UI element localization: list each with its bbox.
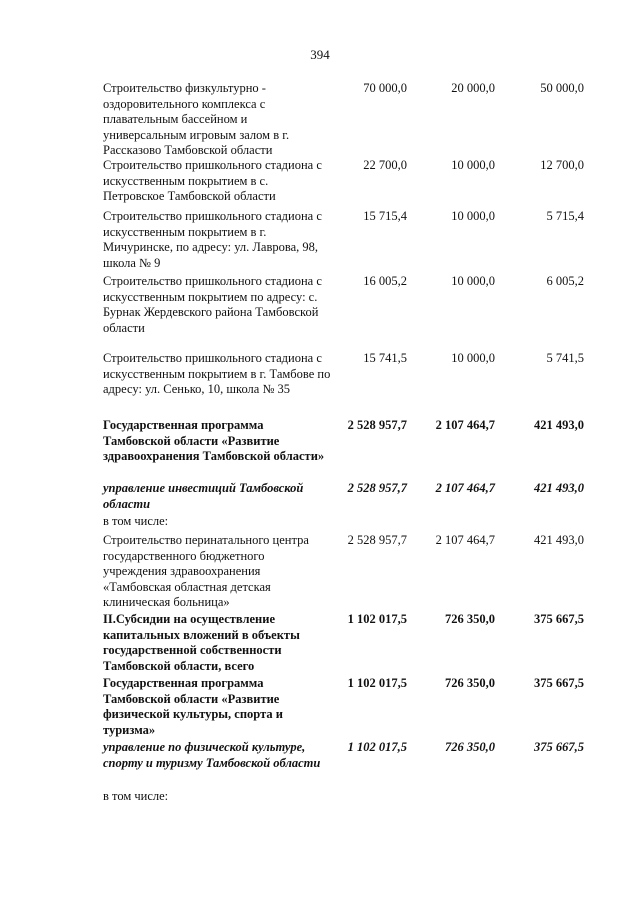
row-federal: 726 350,0 xyxy=(445,740,495,754)
row-federal: 20 000,0 xyxy=(451,81,495,95)
row-name: II.Субсидии на осуществление капитальных вложений в объекты государственной собственности Тамбовской области, всего xyxy=(103,612,300,673)
row-name: Строительство физкультурно - оздоровительного комплекса с плавательным бассейном и универсальным игровым залом в г. Рассказово Тамбовской области xyxy=(103,81,290,157)
row-regional: 5 715,4 xyxy=(546,209,584,223)
row-regional: 375 667,5 xyxy=(534,676,584,690)
row-name: управление по физической культуре, спорту и туризму Тамбовской области xyxy=(103,740,321,770)
row-regional: 421 493,0 xyxy=(534,481,584,495)
row-total: 1 102 017,5 xyxy=(347,740,407,754)
row-total: 22 700,0 xyxy=(363,158,407,172)
row-name: Строительство пришкольного стадиона с искусственным покрытием в г. Мичуринске, по адресу: ул. Лаврова, 98, школа № 9 xyxy=(103,209,322,270)
row-federal: 726 350,0 xyxy=(445,612,495,626)
row-total: 1 102 017,5 xyxy=(347,612,407,626)
row-total: 1 102 017,5 xyxy=(347,676,407,690)
row-total: 15 741,5 xyxy=(363,351,407,365)
row-name: Строительство пришкольного стадиона с искусственным покрытием в с. Петровское Тамбовской области xyxy=(103,158,322,203)
row-regional: 421 493,0 xyxy=(534,533,584,547)
row-total: 16 005,2 xyxy=(363,274,407,288)
row-regional: 375 667,5 xyxy=(534,612,584,626)
row-total: 2 528 957,7 xyxy=(347,481,407,495)
row-federal: 2 107 464,7 xyxy=(435,481,495,495)
row-regional: 421 493,0 xyxy=(534,418,584,432)
row-federal: 10 000,0 xyxy=(451,351,495,365)
row-federal: 10 000,0 xyxy=(451,209,495,223)
row-name: Строительство пришкольного стадиона с искусственным покрытием в г. Тамбове по адресу: ул. Сенько, 10, школа № 35 xyxy=(103,351,331,396)
row-name: Государственная программа Тамбовской области «Развитие здравоохранения Тамбовской области» xyxy=(103,418,325,463)
row-regional: 5 741,5 xyxy=(546,351,584,365)
row-name: в том числе: xyxy=(103,514,169,528)
row-federal: 10 000,0 xyxy=(451,158,495,172)
row-name: Государственная программа Тамбовской области «Развитие физической культуры, спорта и туризма» xyxy=(103,676,283,737)
row-name: Строительство перинатального центра государственного бюджетного учреждения здравоохранения «Тамбовская областная детская клиническая больница» xyxy=(103,533,309,609)
row-total: 2 528 957,7 xyxy=(347,533,407,547)
row-total: 2 528 957,7 xyxy=(347,418,407,432)
row-regional: 375 667,5 xyxy=(534,740,584,754)
row-regional: 50 000,0 xyxy=(540,81,584,95)
row-federal: 2 107 464,7 xyxy=(435,418,495,432)
row-name: Строительство пришкольного стадиона с искусственным покрытием по адресу: с. Бурнак Жердевского района Тамбовской области xyxy=(103,274,322,335)
row-regional: 6 005,2 xyxy=(546,274,584,288)
row-federal: 2 107 464,7 xyxy=(435,533,495,547)
row-regional: 12 700,0 xyxy=(540,158,584,172)
row-name: управление инвестиций Тамбовской области xyxy=(103,481,304,511)
row-federal: 10 000,0 xyxy=(451,274,495,288)
row-total: 15 715,4 xyxy=(363,209,407,223)
page-number: 394 xyxy=(310,47,330,62)
row-name: в том числе: xyxy=(103,789,169,803)
row-federal: 726 350,0 xyxy=(445,676,495,690)
row-total: 70 000,0 xyxy=(363,81,407,95)
